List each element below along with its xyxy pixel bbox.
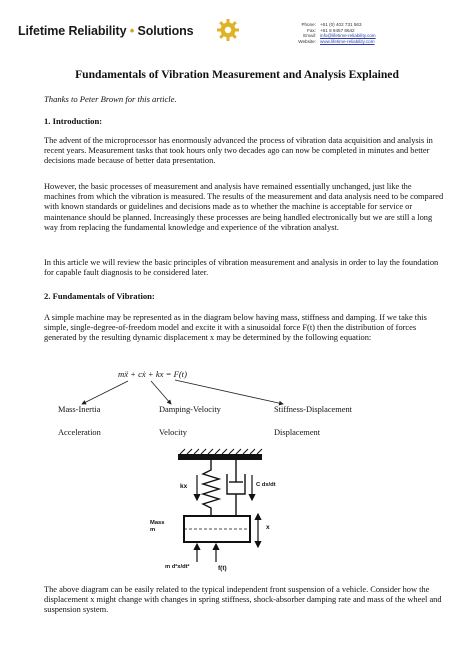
damping-label: C dx/dt	[256, 482, 276, 488]
section-2-paragraph-1: A simple machine may be represented as in the diagram below having mass, stiffness and damping. If we take this simple, single-degree-of-freedom model and excite it with a sinusoidal force F(t) then the distribution of forces generated by the resulting dynamic displacement x may be determined by the following equation:	[44, 313, 427, 343]
section-2-paragraph-2: The above diagram can be easily related to the typical independent front suspension of a vehicle. Consider how the displacement x might change with changes in spring stiffness, shock-absorber damping rate and mass of the wheel and suspension system.	[44, 585, 442, 615]
email-link[interactable]: info@lifetime-reliability.com	[320, 33, 376, 39]
logo-text-primary: Lifetime Reliability	[18, 24, 127, 38]
phone-label: Phone:	[301, 22, 316, 27]
inertia-label: m d²x/dt²	[165, 564, 190, 570]
quantity-acceleration: Acceleration	[58, 428, 101, 437]
mass-label: Mass	[150, 520, 165, 526]
section-1-heading: 1. Introduction:	[44, 116, 103, 126]
logo-separator: •	[129, 24, 135, 38]
quantity-displacement: Displacement	[274, 428, 321, 437]
term-mass-inertia: Mass-Inertia	[58, 405, 101, 414]
force-label: f(t)	[218, 565, 227, 572]
quantity-velocity: Velocity	[159, 428, 187, 437]
damper-icon	[227, 460, 245, 516]
section-1-paragraph-1: The advent of the microprocessor has enormously advanced the process of vibration data acquisition and analysis in recent years. Measurement tasks that took hours only two decades ago can now be completed in minutes and better decisions made because of better data presentation.	[44, 136, 433, 166]
section-1-paragraph-3: In this article we will review the basic principles of vibration measurement and analysis in order to lay the foundation for capable fault diagnosis to be considered later.	[44, 258, 439, 278]
website-link[interactable]: www.lifetime-reliability.com	[320, 38, 375, 44]
kx-label: kx	[180, 483, 188, 490]
article-title: Fundamentals of Vibration Measurement and Analysis Explained	[75, 68, 399, 81]
logo-text-secondary: Solutions	[137, 24, 194, 38]
phone-value: +61 (0) 402 731 563	[320, 22, 362, 27]
thanks-line: Thanks to Peter Brown for this article.	[44, 94, 177, 104]
term-damping-velocity: Damping-Velocity	[159, 405, 221, 414]
x-label: x	[266, 524, 270, 531]
spring-icon	[203, 460, 219, 516]
section-1-paragraph-2: However, the basic processes of measurement and analysis have remained essentially unchanged, just like the machines from which the vibration is measured. The results of the measurement and data analysis need to be compared with known standards or guidelines and decisions made as to whether the machine is acceptable for service or maintenance should be planned. Increasingly these processes are being handled electronically but we are still a long way from replacing the fundamental knowledge and experience of the vibration analyst.	[44, 182, 444, 232]
fixed-ground-support	[178, 449, 262, 460]
fax-label: Fax:	[307, 27, 316, 33]
mass-symbol: m	[150, 527, 156, 533]
fax-value: +61 8 9457 8642	[320, 27, 355, 33]
email-label: Email:	[303, 33, 316, 39]
equation-of-motion: mẍ + cẋ + kx = F(t)	[118, 369, 187, 379]
term-stiffness-displacement: Stiffness-Displacement	[274, 405, 352, 414]
mass-caption	[150, 520, 165, 534]
website-label: Website:	[298, 38, 316, 44]
section-2-heading: 2. Fundamentals of Vibration:	[44, 291, 155, 301]
